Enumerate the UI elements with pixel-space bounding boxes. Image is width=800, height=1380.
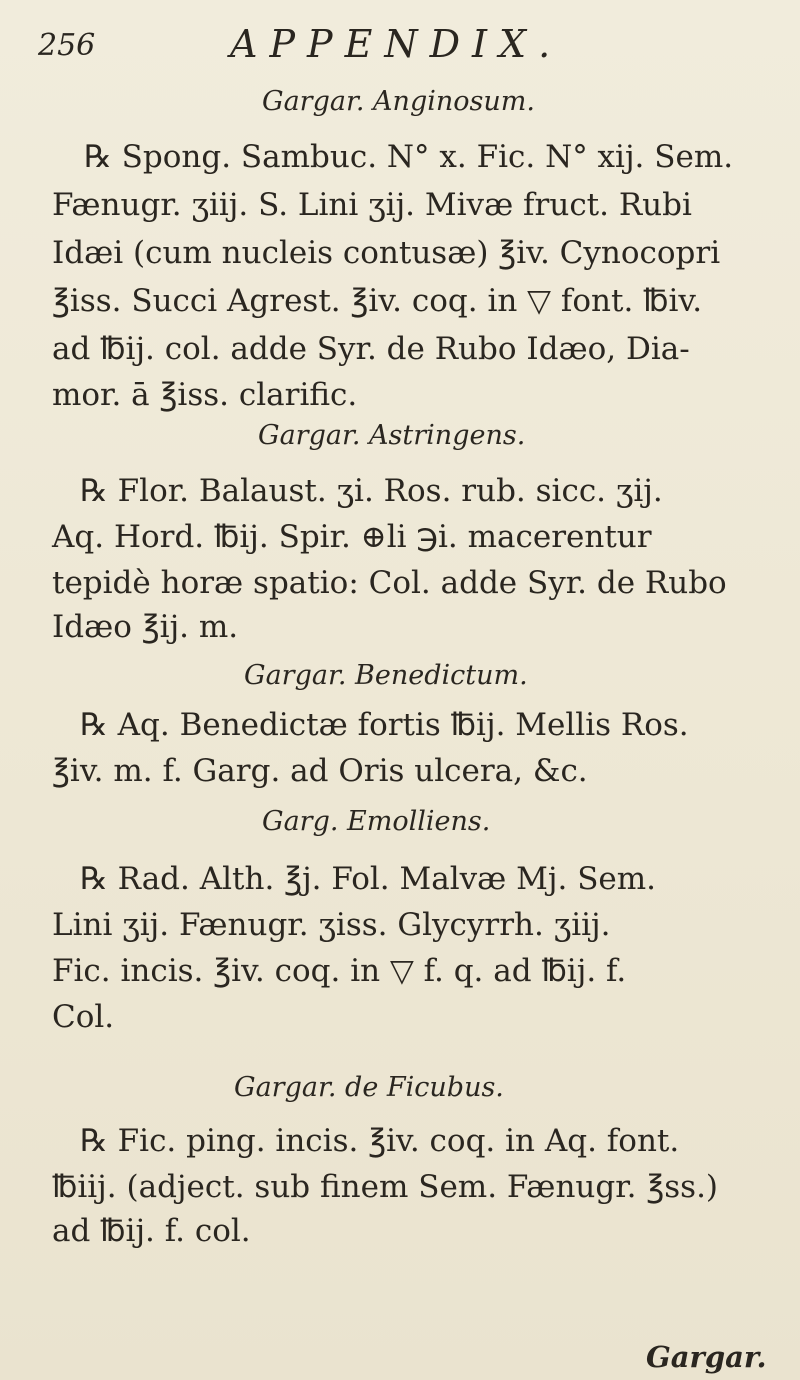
text-line: Aq. Hord. ℔ij. Spir. ⊕li ℈i. macerentur xyxy=(52,519,652,555)
text-line: Lini ʒij. Fænugr. ʒiss. Glycyrrh. ʒiij. xyxy=(52,907,611,943)
section-title: Gargar. Astringens. xyxy=(258,420,526,451)
running-head: APPENDIX. xyxy=(230,22,563,66)
text-line: ℞ Spong. Sambuc. N° x. Fic. N° xij. Sem. xyxy=(84,139,734,175)
text-line: tepidè horæ spatio: Col. adde Syr. de Rubo xyxy=(52,565,727,601)
text-line: Fænugr. ʒiij. S. Lini ʒij. Mivæ fruct. Rubi xyxy=(52,187,692,223)
text-line: Col. xyxy=(52,999,115,1035)
text-line: ℞ Aq. Benedictæ fortis ℔ij. Mellis Ros. xyxy=(80,707,689,743)
section-title: Gargar. de Ficubus. xyxy=(234,1072,504,1103)
section-title: Gargar. Anginosum. xyxy=(262,86,535,117)
text-line: ad ℔ij. f. col. xyxy=(52,1213,251,1249)
text-line: mor. ā ℥iss. clarific. xyxy=(52,377,358,413)
text-line: Idæo ℥ij. m. xyxy=(52,609,239,645)
text-line: ℔iij. (adject. sub finem Sem. Fænugr. ℥ss.) xyxy=(52,1169,719,1205)
section-title: Garg. Emolliens. xyxy=(262,806,491,837)
text-line: ℞ Flor. Balaust. ʒi. Ros. rub. sicc. ʒij. xyxy=(80,473,663,509)
page-number: 256 xyxy=(38,28,96,63)
text-line: Idæi (cum nucleis contusæ) ℥iv. Cynocopri xyxy=(52,235,721,271)
text-line: ℥iss. Succi Agrest. ℥iv. coq. in ▽ font. ℔iv. xyxy=(52,283,703,319)
section-title: Gargar. Benedictum. xyxy=(244,660,528,691)
catchword: Gargar. xyxy=(646,1340,767,1374)
text-line: ad ℔ij. col. adde Syr. de Rubo Idæo, Dia- xyxy=(52,331,690,367)
text-line: Fic. incis. ℥iv. coq. in ▽ f. q. ad ℔ij. f. xyxy=(52,953,627,989)
text-line: ℞ Rad. Alth. ℥j. Fol. Malvæ Mj. Sem. xyxy=(80,861,657,897)
text-line: ℞ Fic. ping. incis. ℥iv. coq. in Aq. font. xyxy=(80,1123,680,1159)
text-line: ℥iv. m. f. Garg. ad Oris ulcera, &c. xyxy=(52,753,588,789)
